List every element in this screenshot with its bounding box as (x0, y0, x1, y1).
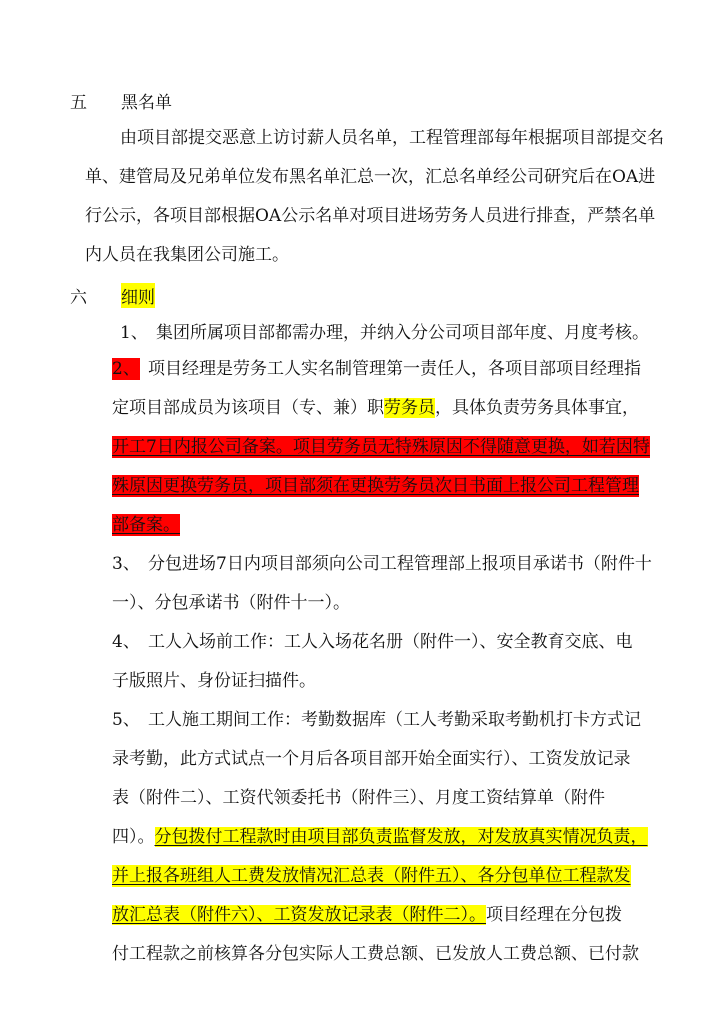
item-2-number: 2、 (112, 359, 140, 379)
item-3-line: 一）、分包承诺书（附件十一）。 (112, 593, 350, 613)
item-2-line: 项目经理是劳务工人实名制管理第一责任人，各项目部项目经理指 (148, 359, 641, 379)
item-5-line: 工人施工期间工作：考勤数据库（工人考勤采取考勤机打卡方式记 (148, 710, 641, 730)
item-5-line: 四）。分包拨付工程款时由项目部负责监督发放，对发放真实情况负责， (112, 827, 648, 847)
item-1-text: 集团所属项目部都需办理，并纳入分公司项目部年度、月度考核。 (156, 323, 649, 343)
item-5-line: 付工程款之前核算各分包实际人工费总额、已发放人工费总额、已付款 (112, 944, 639, 964)
item-3-line: 分包进场7日内项目部须向公司工程管理部上报项目承诺书（附件十 (148, 554, 652, 574)
paragraph-line: 行公示，各项目部根据OA公示名单对项目进场劳务人员进行排查，严禁名单 (85, 206, 656, 226)
item-5-highlight: 分包拨付工程款时由项目部负责监督发放，对发放真实情况负责， (154, 827, 648, 847)
item-5-line: 放汇总表（附件六）、工资发放记录表（附件二）。项目经理在分包拨 (112, 905, 622, 925)
item-5-line: 表（附件二）、工资代领委托书（附件三）、月度工资结算单（附件 (112, 788, 605, 808)
item-4-line: 子版照片、身份证扫描件。 (112, 671, 316, 691)
item-5-highlight: 放汇总表（附件六）、工资发放记录表（附件二）。 (112, 905, 486, 925)
item-3-number: 3、 (112, 554, 140, 574)
highlight-laowuyuan: 劳务员 (384, 398, 435, 418)
paragraph-line: 由项目部提交恶意上访讨薪人员名单，工程管理部每年根据项目部提交名 (120, 128, 664, 148)
item-4-line: 工人入场前工作：工人入场花名册（附件一）、安全教育交底、电 (148, 632, 633, 652)
item-5-number: 5、 (112, 710, 140, 730)
item-2-highlight-line: 开工7日内报公司备案。项目劳务员无特殊原因不得随意更换，如若因特 (112, 437, 650, 457)
paragraph-line: 内人员在我集团公司施工。 (85, 245, 289, 265)
section-5-title: 黑名单 (121, 93, 172, 113)
section-6-number: 六 (70, 288, 87, 308)
item-5-line: 录考勤，此方式试点一个月后各项目部开始全面实行）、工资发放记录 (112, 749, 631, 769)
item-4-number: 4、 (112, 632, 140, 652)
item-2-line: 定项目部成员为该项目（专、兼）职劳务员，具体负责劳务具体事宜， (112, 398, 639, 418)
section-6-title: 细则 (121, 283, 155, 308)
item-2-highlight-line: 殊原因更换劳务员，项目部须在更换劳务员次日书面上报公司工程管理 (112, 476, 639, 496)
section-5-number: 五 (70, 93, 87, 113)
item-5-highlight-line: 并上报各班组人工费发放情况汇总表（附件五）、各分包单位工程款发 (112, 866, 631, 886)
paragraph-line: 单、建管局及兄弟单位发布黑名单汇总一次，汇总名单经公司研究后在OA进 (85, 167, 656, 187)
item-2-highlight-line: 部备案。 (112, 515, 180, 535)
item-1-number: 1、 (120, 323, 148, 343)
